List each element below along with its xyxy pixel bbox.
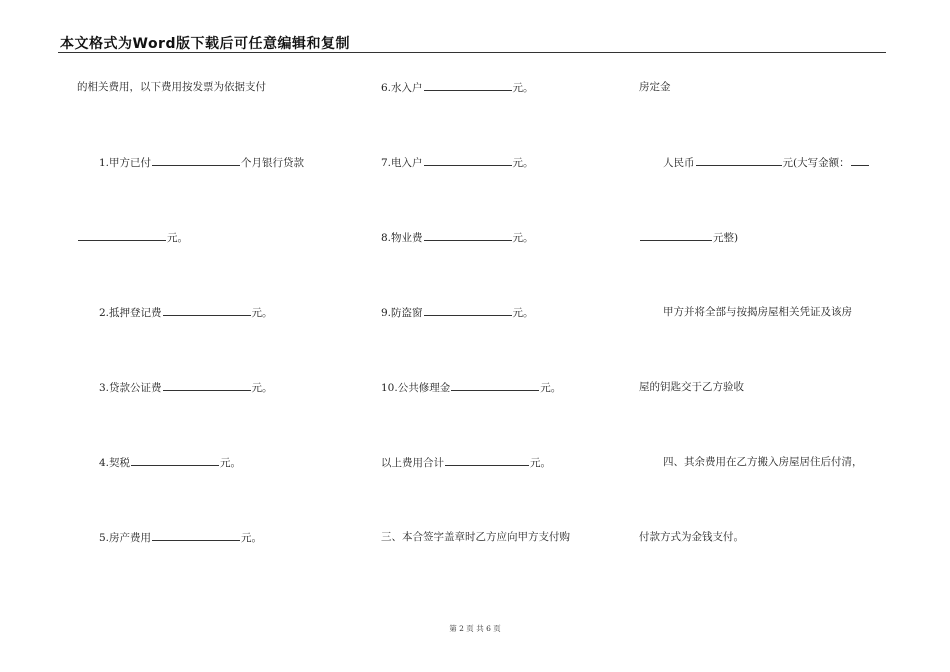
item-1-amount-suffix: 元。 (167, 232, 188, 244)
item-2-blank (163, 305, 251, 316)
item-9-security-window (381, 305, 534, 320)
item-10-maintenance-fund (381, 380, 561, 395)
rmb-amount (663, 155, 870, 170)
item-2-label: 2.抵押登记费 (99, 307, 162, 319)
item-2-suffix: 元。 (251, 307, 273, 319)
fees-total-label: 以上费用合计 (381, 457, 444, 469)
item-1-amount (77, 230, 188, 245)
item-5-suffix: 元。 (241, 532, 263, 544)
payment-method-text: 付款方式为金钱支付。 (639, 531, 744, 543)
item-1-suffix: 个月银行贷款 (241, 157, 305, 169)
handover-text-1: 甲方并将全部与按揭房屋相关凭证及该房 (663, 306, 852, 318)
fees-total-suffix: 元。 (530, 457, 551, 469)
item-8-blank (424, 230, 512, 241)
item-9-label: 9.防盗窗 (381, 307, 423, 319)
item-4-deed-tax (99, 455, 241, 470)
deposit-text: 房定金 (639, 81, 671, 93)
item-5-label: 5.房产费用 (99, 532, 152, 544)
item-1-label: 1.甲方已付 (99, 157, 152, 169)
rmb-uppercase-blank (640, 230, 712, 241)
item-1-months-blank (152, 155, 240, 166)
item-2-mortgage-fee (99, 305, 273, 320)
item-7-label: 7.电入户 (381, 157, 423, 169)
intro-text: 的相关费用，以下费用按发票为依据支付 (77, 81, 266, 93)
clause-4-text: 四、其余费用在乙方搬入房屋居住后付清， (663, 456, 863, 468)
rmb-uppercase-suffix: 元整) (713, 232, 739, 244)
rmb-uppercase-blank-start (851, 155, 869, 166)
item-10-blank (451, 380, 539, 391)
item-3-notary-fee (99, 380, 273, 395)
clause-3-text: 三、本合签字盖章时乙方应向甲方支付购 (381, 531, 570, 543)
item-8-property-management (381, 230, 534, 245)
item-9-suffix: 元。 (512, 307, 534, 319)
item-1-bank-loan (99, 155, 304, 170)
item-4-suffix: 元。 (220, 457, 242, 469)
item-4-blank (131, 455, 219, 466)
page-number: 第 2 页 共 6 页 (449, 624, 501, 633)
item-3-suffix: 元。 (251, 382, 273, 394)
rmb-suffix: 元(大写金额： (782, 157, 850, 169)
fees-total-blank (445, 455, 529, 466)
item-6-label: 6.水入户 (381, 82, 423, 94)
item-8-label: 8.物业费 (381, 232, 423, 244)
item-3-label: 3.贷款公证费 (99, 382, 162, 394)
item-5-property-fee (99, 530, 262, 545)
rmb-uppercase-amount (639, 230, 738, 245)
item-10-suffix: 元。 (540, 382, 562, 394)
item-7-suffix: 元。 (512, 157, 534, 169)
handover-text-2: 屋的钥匙交于乙方验收 (639, 381, 744, 393)
item-1-amount-blank (78, 230, 166, 241)
item-7-blank (424, 155, 512, 166)
item-3-blank (163, 380, 251, 391)
header-divider (58, 52, 886, 53)
item-8-suffix: 元。 (512, 232, 534, 244)
fees-total (381, 455, 551, 470)
item-6-blank (424, 80, 512, 91)
rmb-amount-blank (696, 155, 782, 166)
rmb-label: 人民币 (663, 157, 695, 169)
item-4-label: 4.契税 (99, 457, 131, 469)
item-9-blank (424, 305, 512, 316)
item-6-water (381, 80, 534, 95)
item-6-suffix: 元。 (512, 82, 534, 94)
item-5-blank (152, 530, 240, 541)
document-header-title: 本文格式为Word版下载后可任意编辑和复制 (60, 36, 350, 52)
item-7-electricity (381, 155, 534, 170)
item-10-label: 10.公共修理金 (381, 382, 451, 394)
